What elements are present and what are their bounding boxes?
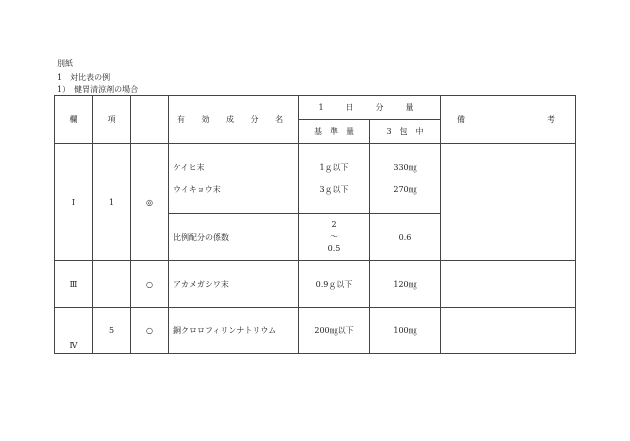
standard-value: 1ｇ以下 bbox=[319, 162, 349, 172]
cell-remarks bbox=[441, 308, 576, 354]
col-header-three-packs: 3 包 中 bbox=[370, 120, 441, 144]
cell-remarks bbox=[441, 261, 576, 308]
ingredient-name: ケイヒ末 bbox=[173, 162, 205, 172]
comparison-table bbox=[54, 95, 576, 354]
cell-ingredient: アカメガシワ末 bbox=[169, 261, 299, 308]
ingredient-name: ウイキョウ末 bbox=[173, 184, 221, 194]
section-heading: 1 対比表の例 bbox=[57, 73, 111, 82]
cell-standard: 0.9ｇ以下 bbox=[299, 261, 370, 308]
coefficient-top: 2 bbox=[331, 220, 337, 229]
table-row bbox=[55, 144, 576, 214]
cell-coefficient-standard bbox=[299, 214, 370, 261]
cell-column: Ⅳ bbox=[55, 308, 93, 354]
cell-three-packs: 120㎎ bbox=[370, 261, 441, 308]
coefficient-tilde: ～ bbox=[330, 232, 338, 241]
header-row-1 bbox=[55, 96, 576, 120]
coefficient-bottom: 0.5 bbox=[327, 244, 341, 253]
cell-mark: ○ bbox=[131, 261, 169, 308]
col-header-item: 項 bbox=[93, 96, 131, 144]
cell-coefficient-three-packs: 0.6 bbox=[370, 214, 441, 261]
col-header-column: 欄 bbox=[55, 96, 93, 144]
three-packs-value: 270㎎ bbox=[393, 184, 417, 194]
cell-coefficient-label: 比例配分の係数 bbox=[169, 214, 299, 261]
cell-item bbox=[93, 261, 131, 308]
three-packs-value: 330㎎ bbox=[393, 162, 417, 172]
remarks-left-label: 備 bbox=[457, 115, 465, 124]
cell-mark: ○ bbox=[131, 308, 169, 354]
cell-mark: ◎ bbox=[131, 144, 169, 261]
standard-value: 3ｇ以下 bbox=[319, 184, 349, 194]
cell-item: 1 bbox=[93, 144, 131, 261]
cell-item: 5 bbox=[93, 308, 131, 354]
col-header-remarks bbox=[441, 96, 576, 144]
cell-column: Ⅲ bbox=[55, 261, 93, 308]
cell-column: Ⅰ bbox=[55, 144, 93, 261]
col-header-mark bbox=[131, 96, 169, 144]
col-header-daily-dose: 1 日 分 量 bbox=[299, 96, 441, 120]
cell-ingredient-names bbox=[169, 144, 299, 214]
cell-remarks bbox=[441, 144, 576, 261]
cell-standard bbox=[299, 144, 370, 214]
subsection-heading: 1） 健胃清涼剤の場合 bbox=[57, 85, 139, 94]
attachment-label: 別紙 bbox=[57, 59, 73, 68]
cell-standard: 200㎎以下 bbox=[299, 308, 370, 354]
table-row bbox=[55, 261, 576, 308]
cell-three-packs: 100㎎ bbox=[370, 308, 441, 354]
remarks-right-label: 考 bbox=[547, 115, 555, 124]
col-header-standard: 基 準 量 bbox=[299, 120, 370, 144]
cell-ingredient: 銅クロロフィリンナトリウム bbox=[169, 308, 299, 354]
cell-three-packs bbox=[370, 144, 441, 214]
col-header-ingredient: 有 効 成 分 名 bbox=[169, 96, 299, 144]
table-row bbox=[55, 308, 576, 354]
